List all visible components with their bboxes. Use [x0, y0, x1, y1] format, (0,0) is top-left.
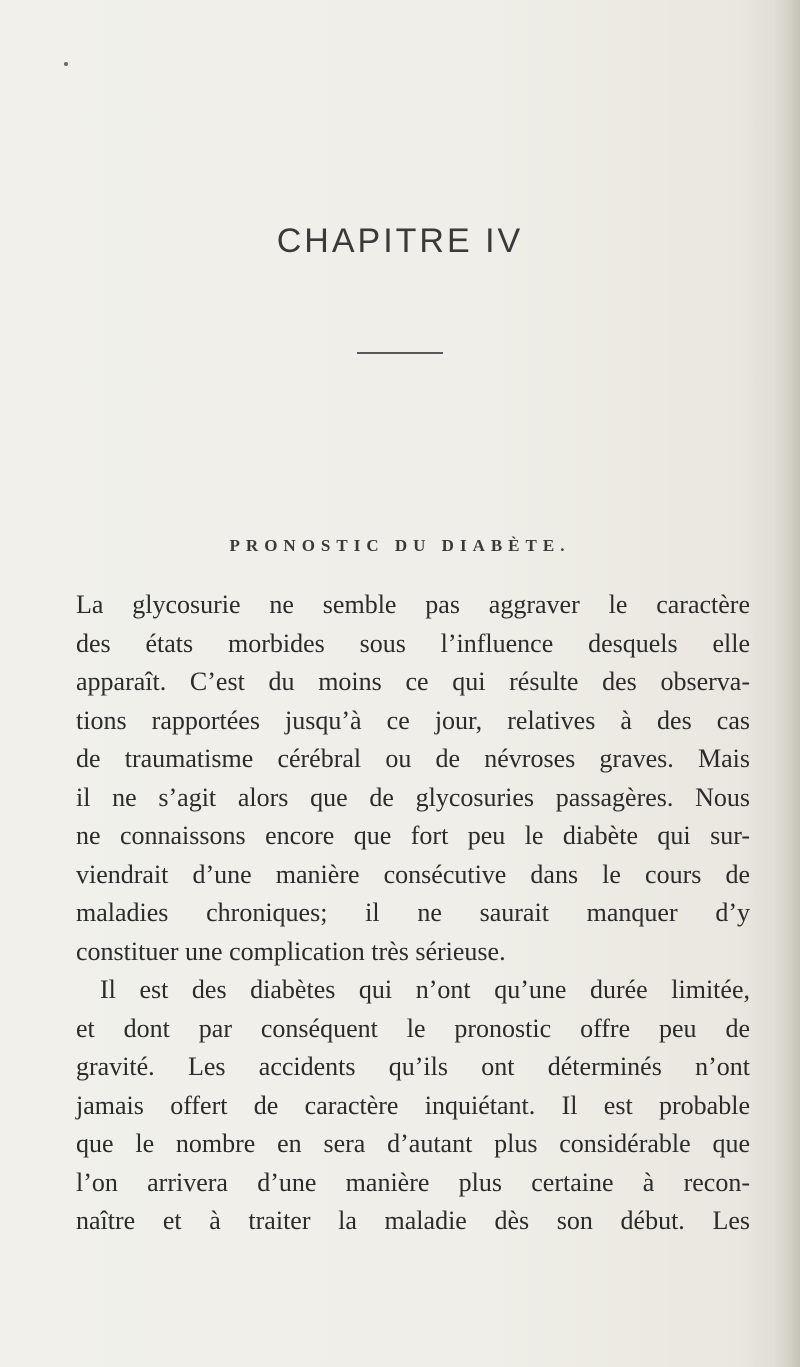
page-edge-shadow	[774, 0, 800, 1367]
body-text	[76, 586, 750, 1241]
text-line: Il est des diabètes qui n’ont qu’une durée limitée,	[100, 975, 750, 1004]
text-line: et dont par conséquent le pronostic offre peu de	[76, 1013, 750, 1043]
title-divider	[357, 352, 443, 354]
text-line: La glycosurie ne semble pas aggraver le caractère	[76, 590, 750, 619]
text-line: des états morbides sous l’influence desquels elle	[76, 628, 750, 658]
chapter-title: CHAPITRE IV	[276, 222, 524, 260]
text-line: apparaît. C’est du moins ce qui résulte des observa-	[76, 667, 750, 696]
text-line: gravité. Les accidents qu’ils ont déterminés n’ont	[76, 1052, 750, 1081]
section-title: PRONOSTIC DU DIABÈTE.	[229, 536, 571, 555]
ink-speck	[64, 62, 68, 66]
text-line: il ne s’agit alors que de glycosuries passagères. Nous	[76, 782, 750, 812]
text-line: maladies chroniques; il ne saurait manquer d’y	[76, 898, 750, 927]
text-line: ne connaissons encore que fort peu le diabète qui sur-	[76, 821, 750, 850]
text-line: tions rapportées jusqu’à ce jour, relatives à des cas	[76, 705, 750, 735]
text-line: viendrait d’une manière consécutive dans le cours de	[76, 859, 750, 889]
text-line: l’on arrivera d’une manière plus certaine à recon-	[76, 1167, 750, 1197]
text-line: constituer une complication très sérieuse.	[76, 936, 506, 966]
text-line: de traumatisme cérébral ou de névroses graves. Mais	[76, 744, 750, 773]
text-line: que le nombre en sera d’autant plus considérable que	[76, 1129, 750, 1158]
text-line: jamais offert de caractère inquiétant. Il est probable	[76, 1090, 750, 1120]
text-line: naître et à traiter la maladie dès son début. Les	[76, 1206, 750, 1235]
